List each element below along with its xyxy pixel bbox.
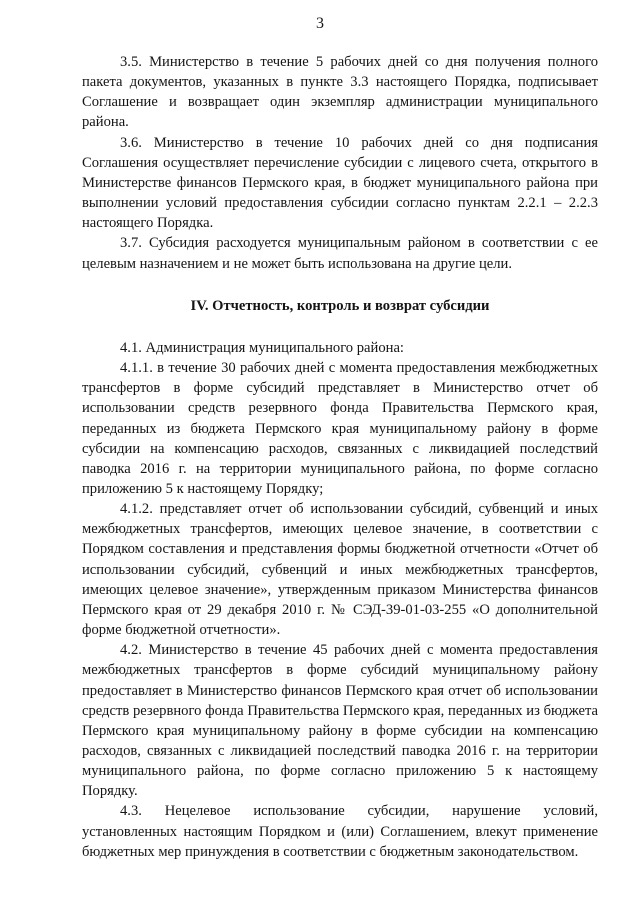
paragraph-3-6: 3.6. Министерство в течение 10 рабочих дней со дня подписания Соглашения осуществляет перечисление субсидии с лицевого счета, открытого в Министерстве финансов Пермского края, в бюджет муниципального района при выполнении условий предоставления субсидии согласно пунктам 2.2.1 – 2.2.3 настоящего Порядка.: [82, 134, 598, 232]
paragraph-3-5: 3.5. Министерство в течение 5 рабочих дней со дня получения полного пакета документов, указанных в пункте 3.3 настоящего Порядка, подписывает Соглашение и возвращает один экземпляр администрации муниципального района.: [82, 54, 598, 131]
page-number: 3: [316, 15, 324, 32]
paragraph-4-2: 4.2. Министерство в течение 45 рабочих дней с момента предоставления межбюджетных трансфертов в форме субсидий муниципальному району предоставляет в Министерство финансов Пермского края отчет об использовании средств резервного фонда Правительства Пермского края, переданных из бюджета Пермского края муниципальному району в форме субсидии на компенсацию расходов, связанных с ликвидацией последствий паводка 2016 г. на территории муниципального района, по форме согласно приложению 5 к настоящему Порядку.: [82, 642, 598, 800]
document-body: [82, 52, 598, 862]
paragraph-4-1: 4.1. Администрация муниципального района:: [120, 339, 404, 356]
section-heading: IV. Отчетность, контроль и возврат субсидии: [190, 297, 490, 314]
paragraph-4-1-1: 4.1.1. в течение 30 рабочих дней с момента предоставления межбюджетных трансфертов в форме субсидий представляет в Министерство отчет об использовании средств резервного фонда Правительства Пермского края, переданных из бюджета Пермского края муниципальному району в форме субсидии на компенсацию расходов, связанных с ликвидацией последствий паводка 2016 г. на территории муниципального района, по форме согласно приложению 5 к настоящему Порядку;: [82, 360, 598, 497]
paragraph-3-7: 3.7. Субсидия расходуется муниципальным районом в соответствии с ее целевым назначением и не может быть использована на другие цели.: [82, 235, 598, 272]
paragraph-4-3: 4.3. Нецелевое использование субсидии, нарушение условий, установленных настоящим Порядком и (или) Соглашением, влекут применение бюджетных мер принуждения в соответствии с бюджетным законодательством.: [82, 803, 598, 860]
paragraph-4-1-2: 4.1.2. представляет отчет об использовании субсидий, субвенций и иных межбюджетных трансфертов, имеющих целевое значение, в соответствии с Порядком составления и представления формы бюджетной отчетности «Отчет об использовании субсидий, субвенций и иных межбюджетных трансфертов, имеющих целевое значение», утвержденным приказом Министерства финансов Пермского края от 29 декабря 2010 г. № СЭД-39-01-03-255 «О дополнительной форме бюджетной отчетности».: [82, 501, 598, 639]
